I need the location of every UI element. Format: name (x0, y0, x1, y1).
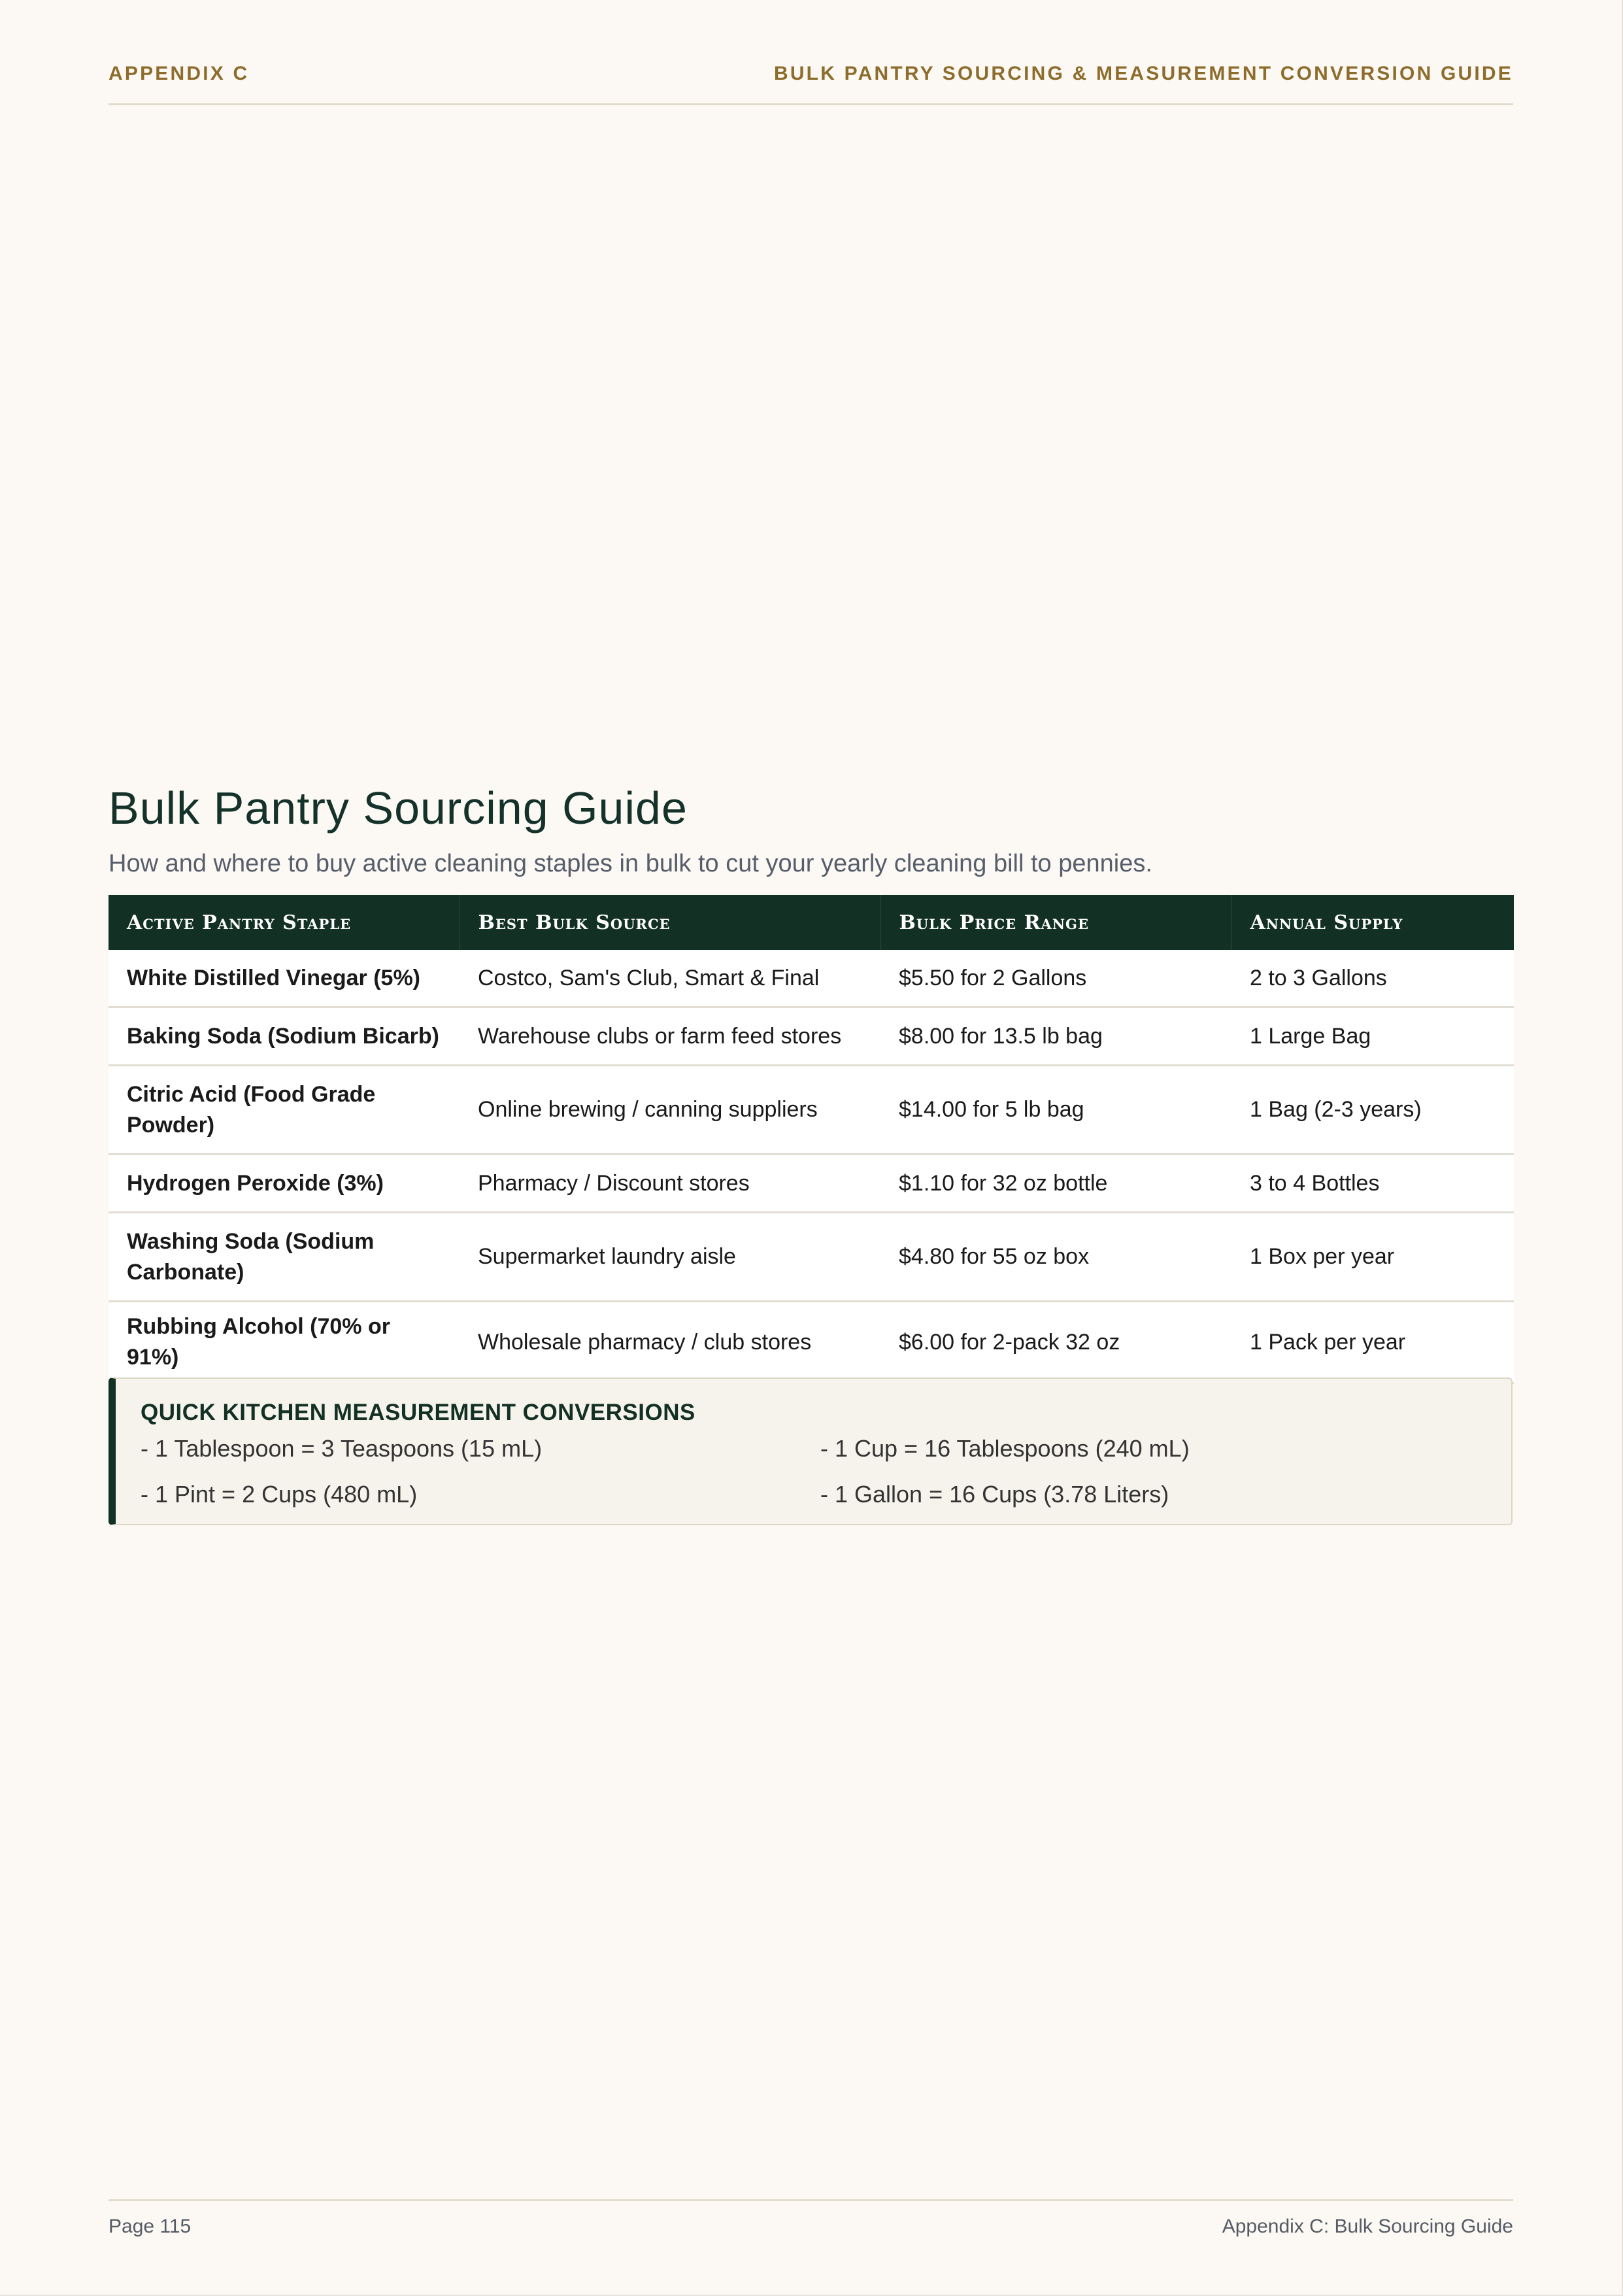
supply-cell: 2 to 3 Gallons (1231, 950, 1514, 1007)
supply-cell: 1 Box per year (1231, 1213, 1514, 1302)
header-document-title: BULK PANTRY SOURCING & MEASUREMENT CONVERSION GUIDE (773, 63, 1513, 84)
source-cell: Costco, Sam's Club, Smart & Final (460, 950, 880, 1007)
staple-cell: Washing Soda (Sodium Carbonate) (109, 1213, 460, 1302)
price-cell: $1.10 for 32 oz bottle (880, 1155, 1231, 1213)
staple-cell: Hydrogen Peroxide (3%) (109, 1155, 460, 1213)
table-row (109, 1213, 1514, 1302)
conversion-item: - 1 Pint = 2 Cups (480 mL) (141, 1481, 418, 1508)
page-subtitle: How and where to buy active cleaning staples in bulk to cut your yearly cleaning bill to pennies. (109, 850, 1152, 877)
conversion-title: QUICK KITCHEN MEASUREMENT CONVERSIONS (141, 1400, 695, 1425)
conversion-item: - 1 Cup = 16 Tablespoons (240 mL) (820, 1435, 1190, 1462)
table-row (109, 1302, 1514, 1383)
table-row (109, 1007, 1514, 1066)
running-header (109, 63, 1513, 105)
source-cell: Supermarket laundry aisle (460, 1213, 880, 1302)
header-section-label: APPENDIX C (109, 63, 250, 84)
column-header-supply: Annual Supply (1231, 895, 1514, 950)
conversion-item: - 1 Gallon = 16 Cups (3.78 Liters) (820, 1481, 1169, 1508)
price-cell: $8.00 for 13.5 lb bag (880, 1007, 1231, 1066)
price-cell: $6.00 for 2-pack 32 oz (880, 1302, 1231, 1383)
supply-cell: 1 Bag (2-3 years) (1231, 1066, 1514, 1155)
column-header-staple: Active Pantry Staple (109, 895, 460, 950)
supply-cell: 1 Large Bag (1231, 1007, 1514, 1066)
sourcing-table (109, 895, 1514, 1384)
conversion-item: - 1 Tablespoon = 3 Teaspoons (15 mL) (141, 1435, 543, 1462)
column-header-price: Bulk Price Range (880, 895, 1231, 950)
price-cell: $14.00 for 5 lb bag (880, 1066, 1231, 1155)
table-row (109, 950, 1514, 1007)
table-row (109, 1066, 1514, 1155)
source-cell: Wholesale pharmacy / club stores (460, 1302, 880, 1383)
running-footer (109, 2199, 1513, 2240)
source-cell: Warehouse clubs or farm feed stores (460, 1007, 880, 1066)
source-cell: Pharmacy / Discount stores (460, 1155, 880, 1213)
table-header-row (109, 895, 1514, 950)
column-header-source: Best Bulk Source (460, 895, 880, 950)
conversion-callout (109, 1377, 1513, 1525)
price-cell: $5.50 for 2 Gallons (880, 950, 1231, 1007)
page-number: Page 115 (109, 2216, 192, 2237)
page-title: Bulk Pantry Sourcing Guide (109, 783, 688, 834)
source-cell: Online brewing / canning suppliers (460, 1066, 880, 1155)
staple-cell: Rubbing Alcohol (70% or 91%) (109, 1302, 460, 1383)
price-cell: $4.80 for 55 oz box (880, 1213, 1231, 1302)
table-row (109, 1155, 1514, 1213)
supply-cell: 1 Pack per year (1231, 1302, 1514, 1383)
staple-cell: White Distilled Vinegar (5%) (109, 950, 460, 1007)
staple-cell: Baking Soda (Sodium Bicarb) (109, 1007, 460, 1066)
footer-section-title: Appendix C: Bulk Sourcing Guide (1222, 2216, 1513, 2237)
supply-cell: 3 to 4 Bottles (1231, 1155, 1514, 1213)
staple-cell: Citric Acid (Food Grade Powder) (109, 1066, 460, 1155)
